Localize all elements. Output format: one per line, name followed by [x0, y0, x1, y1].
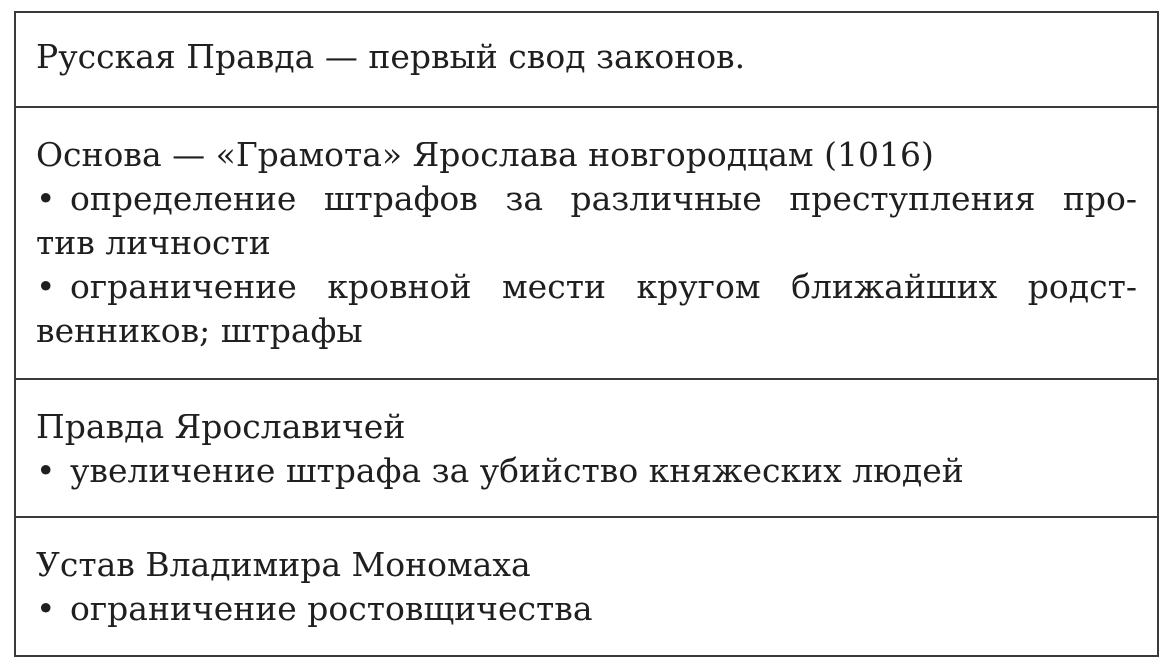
table-row-ustav-monomakha	[16, 516, 1157, 655]
row-heading: Устав Владимира Мономаха	[36, 545, 531, 584]
table-row-gramota-yaroslava	[16, 106, 1157, 378]
row-heading: Правда Ярославичей	[36, 407, 406, 446]
bullet-icon: •	[36, 179, 56, 218]
bullet-icon: •	[36, 589, 56, 628]
table-row-russkaya-pravda	[16, 13, 1157, 106]
table-row-pravda-yaroslavichey	[16, 378, 1157, 516]
bullet-icon: •	[36, 267, 56, 306]
bullet-item-text: ограничение ростовщичества	[70, 589, 593, 628]
bullet-icon: •	[36, 451, 56, 490]
row-heading: Русская Правда — первый свод законов.	[36, 37, 746, 76]
bullet-item	[36, 587, 1137, 631]
law-table	[14, 11, 1159, 657]
bullet-item	[36, 265, 1137, 309]
bullet-item-text: увеличение штрафа за убийство княжеских людей	[70, 451, 964, 490]
bullet-item-continuation: венников; штрафы	[36, 311, 363, 350]
bullet-item-continuation: тив личности	[36, 223, 271, 262]
bullet-item-text: ограничение кровной мести кругом ближайших родст-	[70, 267, 1137, 306]
row-heading: Основа — «Грамота» Ярослава новгородцам (1016)	[36, 135, 934, 174]
bullet-item	[36, 449, 1137, 493]
bullet-item	[36, 177, 1137, 221]
bullet-item-text: определение штрафов за различные преступления про-	[70, 179, 1137, 218]
